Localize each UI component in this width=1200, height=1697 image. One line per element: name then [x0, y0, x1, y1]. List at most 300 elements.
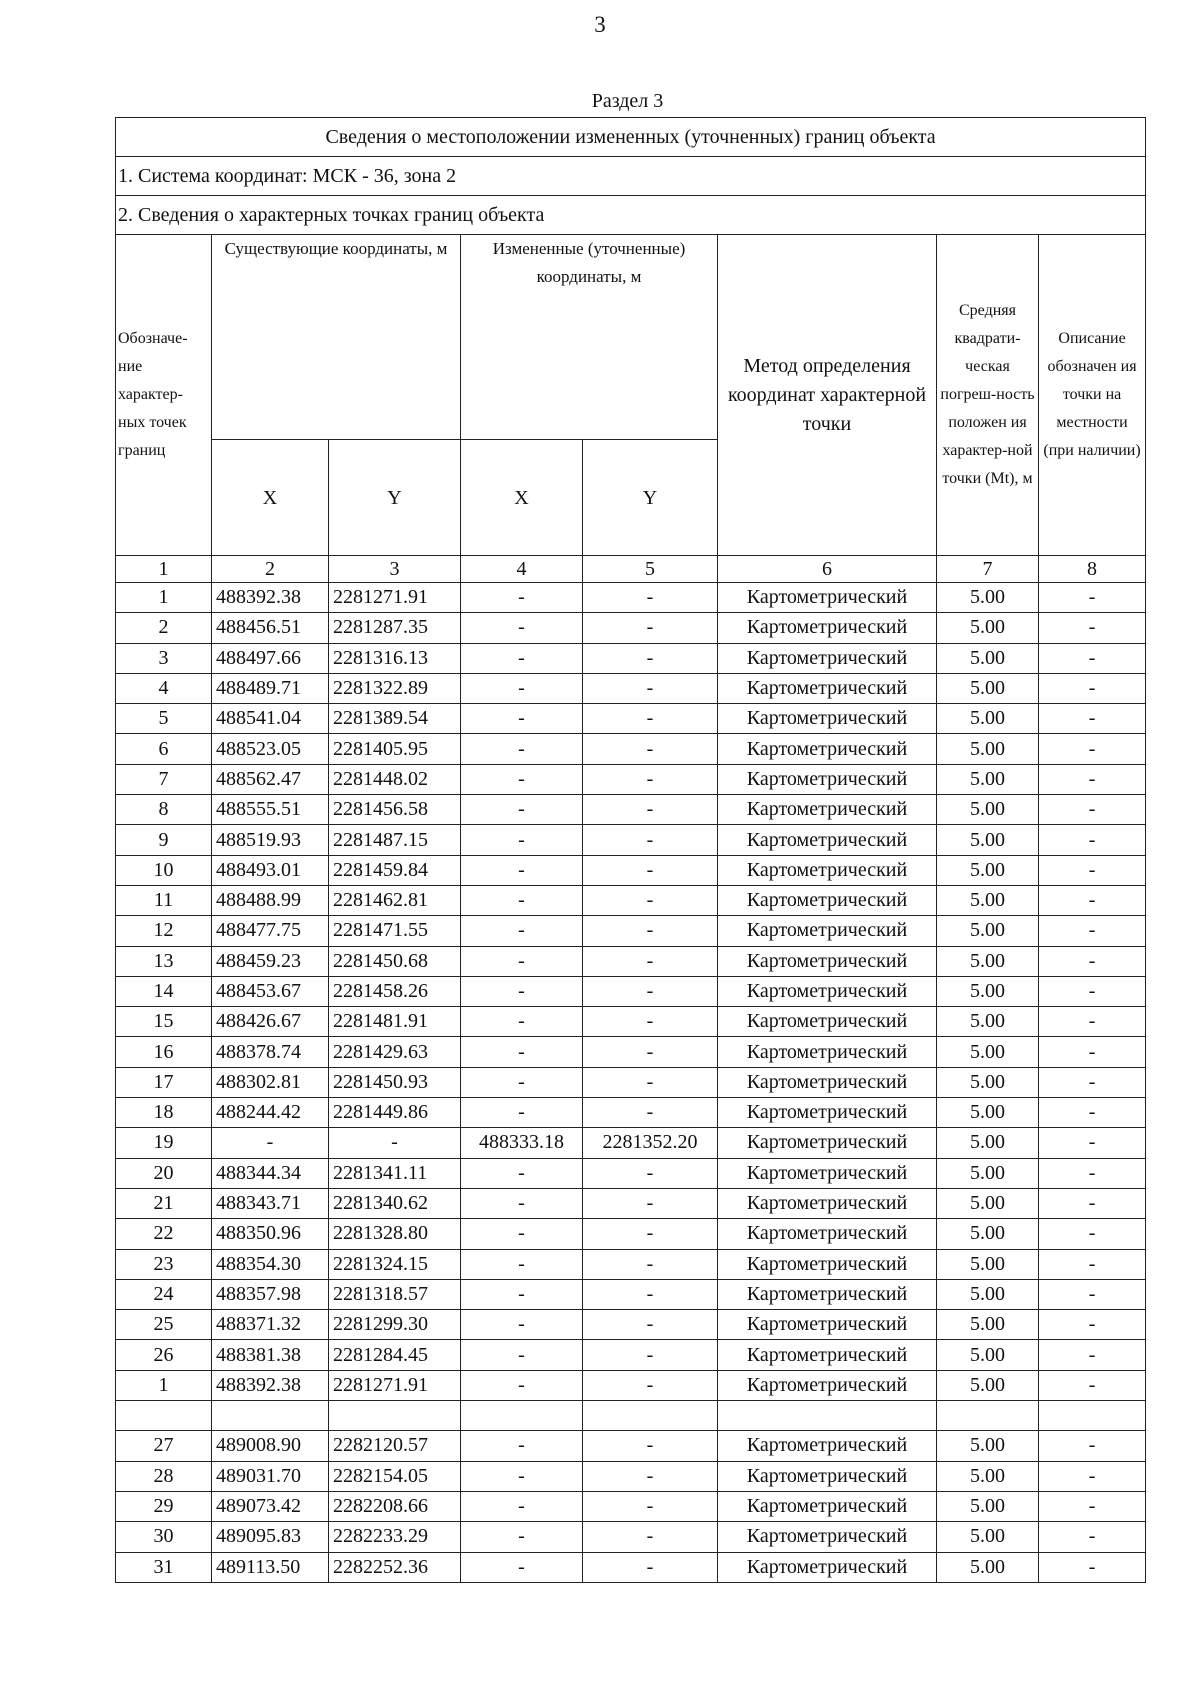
- cell-changed-y: -: [583, 1552, 718, 1582]
- cell-changed-x: -: [461, 1098, 583, 1128]
- cell-method: Картометрический: [718, 1431, 937, 1461]
- cell-changed-y: -: [583, 704, 718, 734]
- cell-changed-x: -: [461, 1491, 583, 1521]
- cell-point-id: [116, 1401, 212, 1431]
- cell-existing-y: 2281405.95: [329, 734, 461, 764]
- table-row: [116, 795, 1146, 825]
- column-numbers-row: [116, 556, 1146, 583]
- cell-description: -: [1039, 734, 1146, 764]
- cell-method: Картометрический: [718, 1522, 937, 1552]
- cell-existing-x: 488357.98: [212, 1279, 329, 1309]
- cell-description: -: [1039, 1098, 1146, 1128]
- cell-description: -: [1039, 885, 1146, 915]
- cell-existing-y: 2281299.30: [329, 1310, 461, 1340]
- cell-changed-y: -: [583, 976, 718, 1006]
- table-row: [116, 1067, 1146, 1097]
- cell-method: Картометрический: [718, 1219, 937, 1249]
- cell-error: 5.00: [937, 673, 1039, 703]
- cell-method: Картометрический: [718, 916, 937, 946]
- cell-point-id: 20: [116, 1158, 212, 1188]
- cell-error: 5.00: [937, 704, 1039, 734]
- cell-changed-x: -: [461, 1279, 583, 1309]
- cell-method: Картометрический: [718, 1310, 937, 1340]
- table-row: [116, 643, 1146, 673]
- cell-changed-y: -: [583, 946, 718, 976]
- cell-error: 5.00: [937, 1431, 1039, 1461]
- cell-point-id: 28: [116, 1461, 212, 1491]
- table-row: [116, 1310, 1146, 1340]
- cell-existing-y: 2281449.86: [329, 1098, 461, 1128]
- cell-existing-y: 2281340.62: [329, 1188, 461, 1218]
- cell-existing-x: 489073.42: [212, 1491, 329, 1521]
- header-description: Описание обозначен ия точки на местности (при наличии): [1039, 235, 1146, 556]
- cell-description: -: [1039, 1279, 1146, 1309]
- cell-existing-y: 2281341.11: [329, 1158, 461, 1188]
- column-number: 8: [1039, 556, 1146, 583]
- cell-point-id: 4: [116, 673, 212, 703]
- cell-changed-x: -: [461, 704, 583, 734]
- cell-point-id: 18: [116, 1098, 212, 1128]
- cell-point-id: 12: [116, 916, 212, 946]
- table-row: [116, 1370, 1146, 1400]
- cell-existing-x: 488392.38: [212, 583, 329, 613]
- cell-point-id: 14: [116, 976, 212, 1006]
- cell-error: 5.00: [937, 1007, 1039, 1037]
- cell-existing-y: 2282120.57: [329, 1431, 461, 1461]
- table-title: Сведения о местоположении измененных (уточненных) границ объекта: [116, 118, 1146, 157]
- cell-existing-x: 489095.83: [212, 1522, 329, 1552]
- cell-changed-y: -: [583, 1340, 718, 1370]
- cell-existing-y: 2282154.05: [329, 1461, 461, 1491]
- cell-existing-y: 2282252.36: [329, 1552, 461, 1582]
- cell-changed-y: -: [583, 825, 718, 855]
- table-row: [116, 1219, 1146, 1249]
- cell-method: [718, 1401, 937, 1431]
- cell-changed-y: -: [583, 734, 718, 764]
- cell-description: -: [1039, 1188, 1146, 1218]
- cell-changed-y: -: [583, 855, 718, 885]
- header-row-1: [116, 235, 1146, 440]
- cell-existing-x: 488381.38: [212, 1340, 329, 1370]
- table-row: [116, 1401, 1146, 1431]
- cell-existing-y: 2281284.45: [329, 1340, 461, 1370]
- cell-error: 5.00: [937, 976, 1039, 1006]
- cell-existing-y: 2281450.68: [329, 946, 461, 976]
- table-row: [116, 1188, 1146, 1218]
- cell-point-id: 26: [116, 1340, 212, 1370]
- cell-method: Картометрический: [718, 795, 937, 825]
- cell-changed-x: -: [461, 1340, 583, 1370]
- cell-existing-y: [329, 1401, 461, 1431]
- cell-method: Картометрический: [718, 704, 937, 734]
- cell-changed-y: -: [583, 1037, 718, 1067]
- cell-existing-y: 2281429.63: [329, 1037, 461, 1067]
- table-row: [116, 976, 1146, 1006]
- header-changed: Измененные (уточненные) координаты, м: [461, 235, 718, 440]
- cell-existing-x: 488493.01: [212, 855, 329, 885]
- cell-error: 5.00: [937, 916, 1039, 946]
- cell-changed-y: -: [583, 673, 718, 703]
- cell-existing-y: 2281450.93: [329, 1067, 461, 1097]
- cell-changed-x: -: [461, 1431, 583, 1461]
- cell-changed-x: -: [461, 613, 583, 643]
- cell-changed-x: -: [461, 1370, 583, 1400]
- cell-changed-x: -: [461, 643, 583, 673]
- cell-error: 5.00: [937, 825, 1039, 855]
- cell-method: Картометрический: [718, 1340, 937, 1370]
- cell-existing-x: 488426.67: [212, 1007, 329, 1037]
- cell-method: Картометрический: [718, 946, 937, 976]
- cell-error: 5.00: [937, 1219, 1039, 1249]
- cell-point-id: 23: [116, 1249, 212, 1279]
- cell-changed-y: -: [583, 1279, 718, 1309]
- table-body: [116, 583, 1146, 1583]
- table-row: [116, 613, 1146, 643]
- column-number: 6: [718, 556, 937, 583]
- cell-error: 5.00: [937, 1128, 1039, 1158]
- table-row: [116, 1007, 1146, 1037]
- cell-point-id: 6: [116, 734, 212, 764]
- cell-existing-x: 488488.99: [212, 885, 329, 915]
- cell-method: Картометрический: [718, 1098, 937, 1128]
- column-number: 4: [461, 556, 583, 583]
- cell-method: Картометрический: [718, 855, 937, 885]
- cell-description: -: [1039, 704, 1146, 734]
- cell-method: Картометрический: [718, 583, 937, 613]
- cell-existing-x: 488302.81: [212, 1067, 329, 1097]
- table-row: [116, 1552, 1146, 1582]
- cell-changed-x: -: [461, 825, 583, 855]
- cell-error: 5.00: [937, 613, 1039, 643]
- column-number: 2: [212, 556, 329, 583]
- header-existing-x: X: [212, 440, 329, 556]
- cell-existing-y: 2282208.66: [329, 1491, 461, 1521]
- cell-description: -: [1039, 825, 1146, 855]
- cell-existing-x: 488371.32: [212, 1310, 329, 1340]
- cell-error: 5.00: [937, 1461, 1039, 1491]
- header-changed-x: X: [461, 440, 583, 556]
- cell-point-id: 8: [116, 795, 212, 825]
- cell-existing-x: 488456.51: [212, 613, 329, 643]
- cell-changed-x: [461, 1401, 583, 1431]
- cell-description: -: [1039, 1370, 1146, 1400]
- cell-description: -: [1039, 583, 1146, 613]
- cell-point-id: 5: [116, 704, 212, 734]
- cell-method: Картометрический: [718, 1461, 937, 1491]
- section-label: Раздел 3: [591, 90, 664, 112]
- cell-existing-y: -: [329, 1128, 461, 1158]
- coordinate-system-row: [116, 157, 1146, 196]
- table-row: [116, 1340, 1146, 1370]
- cell-description: -: [1039, 673, 1146, 703]
- table-row: [116, 1522, 1146, 1552]
- cell-existing-x: 488354.30: [212, 1249, 329, 1279]
- cell-error: 5.00: [937, 1522, 1039, 1552]
- cell-existing-x: 488555.51: [212, 795, 329, 825]
- cell-point-id: 9: [116, 825, 212, 855]
- cell-point-id: 1: [116, 1370, 212, 1400]
- column-number: 3: [329, 556, 461, 583]
- cell-error: 5.00: [937, 1098, 1039, 1128]
- cell-existing-x: 488541.04: [212, 704, 329, 734]
- cell-changed-y: 2281352.20: [583, 1128, 718, 1158]
- cell-changed-x: -: [461, 1461, 583, 1491]
- cell-point-id: 10: [116, 855, 212, 885]
- cell-error: 5.00: [937, 764, 1039, 794]
- cell-changed-x: -: [461, 795, 583, 825]
- cell-changed-y: -: [583, 916, 718, 946]
- cell-method: Картометрический: [718, 1188, 937, 1218]
- cell-existing-y: 2281462.81: [329, 885, 461, 915]
- cell-description: -: [1039, 764, 1146, 794]
- cell-method: Картометрический: [718, 613, 937, 643]
- cell-existing-y: 2281458.26: [329, 976, 461, 1006]
- cell-existing-x: 488477.75: [212, 916, 329, 946]
- table-row: [116, 583, 1146, 613]
- cell-method: Картометрический: [718, 734, 937, 764]
- cell-changed-y: -: [583, 613, 718, 643]
- cell-description: -: [1039, 1128, 1146, 1158]
- cell-point-id: 29: [116, 1491, 212, 1521]
- cell-changed-y: -: [583, 1370, 718, 1400]
- table-row: [116, 855, 1146, 885]
- cell-error: 5.00: [937, 1491, 1039, 1521]
- cell-changed-x: -: [461, 1219, 583, 1249]
- cell-description: -: [1039, 916, 1146, 946]
- cell-changed-y: -: [583, 1249, 718, 1279]
- cell-point-id: 17: [116, 1067, 212, 1097]
- header-existing: Существующие координаты, м: [212, 235, 461, 440]
- cell-point-id: 7: [116, 764, 212, 794]
- cell-changed-y: -: [583, 1158, 718, 1188]
- cell-changed-x: 488333.18: [461, 1128, 583, 1158]
- cell-changed-x: -: [461, 1188, 583, 1218]
- cell-existing-x: 489113.50: [212, 1552, 329, 1582]
- cell-description: -: [1039, 1310, 1146, 1340]
- cell-existing-y: 2281324.15: [329, 1249, 461, 1279]
- cell-point-id: 27: [116, 1431, 212, 1461]
- cell-method: Картометрический: [718, 1067, 937, 1097]
- cell-error: 5.00: [937, 1158, 1039, 1188]
- cell-error: 5.00: [937, 1370, 1039, 1400]
- cell-error: 5.00: [937, 1188, 1039, 1218]
- cell-changed-x: -: [461, 1522, 583, 1552]
- cell-existing-y: 2281459.84: [329, 855, 461, 885]
- table-row: [116, 1158, 1146, 1188]
- cell-changed-y: -: [583, 1219, 718, 1249]
- cell-existing-y: 2281487.15: [329, 825, 461, 855]
- cell-point-id: 11: [116, 885, 212, 915]
- cell-existing-x: 489031.70: [212, 1461, 329, 1491]
- cell-description: -: [1039, 946, 1146, 976]
- cell-description: -: [1039, 1249, 1146, 1279]
- column-number: 1: [116, 556, 212, 583]
- header-changed-y: Y: [583, 440, 718, 556]
- cell-description: -: [1039, 643, 1146, 673]
- cell-method: Картометрический: [718, 1128, 937, 1158]
- column-number: 5: [583, 556, 718, 583]
- cell-description: -: [1039, 1431, 1146, 1461]
- cell-existing-x: 488344.34: [212, 1158, 329, 1188]
- cell-method: Картометрический: [718, 1037, 937, 1067]
- table-row: [116, 1431, 1146, 1461]
- cell-changed-x: -: [461, 583, 583, 613]
- cell-changed-y: -: [583, 1188, 718, 1218]
- coordinate-system: 1. Система координат: МСК - 36, зона 2: [116, 157, 1146, 196]
- cell-existing-y: 2281316.13: [329, 643, 461, 673]
- cell-changed-x: -: [461, 1158, 583, 1188]
- cell-existing-x: 488244.42: [212, 1098, 329, 1128]
- column-number: 7: [937, 556, 1039, 583]
- header-designation: Обозначе-ние характер-ных точек границ: [116, 235, 212, 556]
- cell-existing-x: 488378.74: [212, 1037, 329, 1067]
- cell-error: 5.00: [937, 946, 1039, 976]
- cell-changed-x: -: [461, 734, 583, 764]
- cell-method: Картометрический: [718, 1279, 937, 1309]
- cell-error: 5.00: [937, 1279, 1039, 1309]
- cell-existing-y: 2282233.29: [329, 1522, 461, 1552]
- cell-existing-x: 488453.67: [212, 976, 329, 1006]
- cell-point-id: 22: [116, 1219, 212, 1249]
- cell-existing-x: 488350.96: [212, 1219, 329, 1249]
- page-number: 3: [594, 12, 606, 37]
- cell-error: 5.00: [937, 734, 1039, 764]
- cell-existing-y: 2281389.54: [329, 704, 461, 734]
- cell-changed-y: -: [583, 1067, 718, 1097]
- cell-changed-x: -: [461, 673, 583, 703]
- cell-method: Картометрический: [718, 1007, 937, 1037]
- cell-error: 5.00: [937, 583, 1039, 613]
- cell-method: Картометрический: [718, 1552, 937, 1582]
- cell-changed-y: -: [583, 795, 718, 825]
- cell-point-id: 31: [116, 1552, 212, 1582]
- cell-point-id: 13: [116, 946, 212, 976]
- cell-error: 5.00: [937, 1552, 1039, 1582]
- cell-error: 5.00: [937, 1249, 1039, 1279]
- table-row: [116, 825, 1146, 855]
- cell-point-id: 21: [116, 1188, 212, 1218]
- cell-description: -: [1039, 1007, 1146, 1037]
- cell-changed-y: -: [583, 583, 718, 613]
- cell-changed-y: -: [583, 1431, 718, 1461]
- cell-error: 5.00: [937, 885, 1039, 915]
- cell-existing-x: 489008.90: [212, 1431, 329, 1461]
- cell-changed-y: -: [583, 1007, 718, 1037]
- cell-error: 5.00: [937, 643, 1039, 673]
- cell-method: Картометрический: [718, 1491, 937, 1521]
- cell-changed-y: -: [583, 1098, 718, 1128]
- cell-description: -: [1039, 1037, 1146, 1067]
- cell-method: Картометрический: [718, 643, 937, 673]
- cell-changed-y: -: [583, 643, 718, 673]
- cell-description: -: [1039, 613, 1146, 643]
- table-row: [116, 1491, 1146, 1521]
- cell-existing-y: 2281271.91: [329, 583, 461, 613]
- cell-changed-x: -: [461, 855, 583, 885]
- table-row: [116, 764, 1146, 794]
- cell-existing-y: 2281448.02: [329, 764, 461, 794]
- cell-existing-y: 2281271.91: [329, 1370, 461, 1400]
- table-row: [116, 673, 1146, 703]
- cell-description: -: [1039, 855, 1146, 885]
- cell-description: -: [1039, 1067, 1146, 1097]
- table-row: [116, 916, 1146, 946]
- cell-description: -: [1039, 1219, 1146, 1249]
- cell-changed-x: -: [461, 1007, 583, 1037]
- cell-method: Картометрический: [718, 976, 937, 1006]
- cell-changed-y: -: [583, 764, 718, 794]
- cell-description: -: [1039, 1552, 1146, 1582]
- cell-existing-y: 2281471.55: [329, 916, 461, 946]
- cell-changed-y: -: [583, 1310, 718, 1340]
- cell-changed-x: -: [461, 885, 583, 915]
- cell-method: Картометрический: [718, 885, 937, 915]
- cell-changed-y: [583, 1401, 718, 1431]
- table-row: [116, 1037, 1146, 1067]
- points-heading-row: [116, 196, 1146, 235]
- cell-description: [1039, 1401, 1146, 1431]
- cell-description: -: [1039, 1461, 1146, 1491]
- cell-method: Картометрический: [718, 1249, 937, 1279]
- cell-description: -: [1039, 1491, 1146, 1521]
- cell-error: 5.00: [937, 795, 1039, 825]
- table-row: [116, 946, 1146, 976]
- cell-description: -: [1039, 1522, 1146, 1552]
- table-row: [116, 1249, 1146, 1279]
- cell-method: Картометрический: [718, 673, 937, 703]
- cell-existing-x: 488489.71: [212, 673, 329, 703]
- table-title-row: [116, 118, 1146, 157]
- cell-existing-x: 488392.38: [212, 1370, 329, 1400]
- table-row: [116, 1128, 1146, 1158]
- header-existing-y: Y: [329, 440, 461, 556]
- cell-point-id: 3: [116, 643, 212, 673]
- cell-changed-x: -: [461, 946, 583, 976]
- coordinates-table: [115, 117, 1146, 1583]
- cell-changed-y: -: [583, 885, 718, 915]
- cell-method: Картометрический: [718, 1158, 937, 1188]
- cell-method: Картометрический: [718, 764, 937, 794]
- cell-changed-y: -: [583, 1461, 718, 1491]
- cell-existing-x: -: [212, 1128, 329, 1158]
- cell-existing-x: 488523.05: [212, 734, 329, 764]
- cell-changed-x: -: [461, 1310, 583, 1340]
- cell-changed-y: -: [583, 1491, 718, 1521]
- cell-existing-x: [212, 1401, 329, 1431]
- table-row: [116, 1098, 1146, 1128]
- cell-existing-y: 2281481.91: [329, 1007, 461, 1037]
- cell-error: 5.00: [937, 1037, 1039, 1067]
- cell-error: 5.00: [937, 855, 1039, 885]
- table-row: [116, 734, 1146, 764]
- cell-point-id: 16: [116, 1037, 212, 1067]
- cell-existing-y: 2281328.80: [329, 1219, 461, 1249]
- cell-existing-x: 488562.47: [212, 764, 329, 794]
- cell-point-id: 15: [116, 1007, 212, 1037]
- cell-existing-x: 488497.66: [212, 643, 329, 673]
- cell-existing-x: 488343.71: [212, 1188, 329, 1218]
- cell-point-id: 24: [116, 1279, 212, 1309]
- cell-method: Картометрический: [718, 825, 937, 855]
- cell-description: -: [1039, 1340, 1146, 1370]
- cell-description: -: [1039, 1158, 1146, 1188]
- table-row: [116, 704, 1146, 734]
- cell-point-id: 19: [116, 1128, 212, 1158]
- header-method: Метод определения координат характерной точки: [718, 235, 937, 556]
- cell-changed-x: -: [461, 764, 583, 794]
- cell-point-id: 30: [116, 1522, 212, 1552]
- cell-existing-y: 2281456.58: [329, 795, 461, 825]
